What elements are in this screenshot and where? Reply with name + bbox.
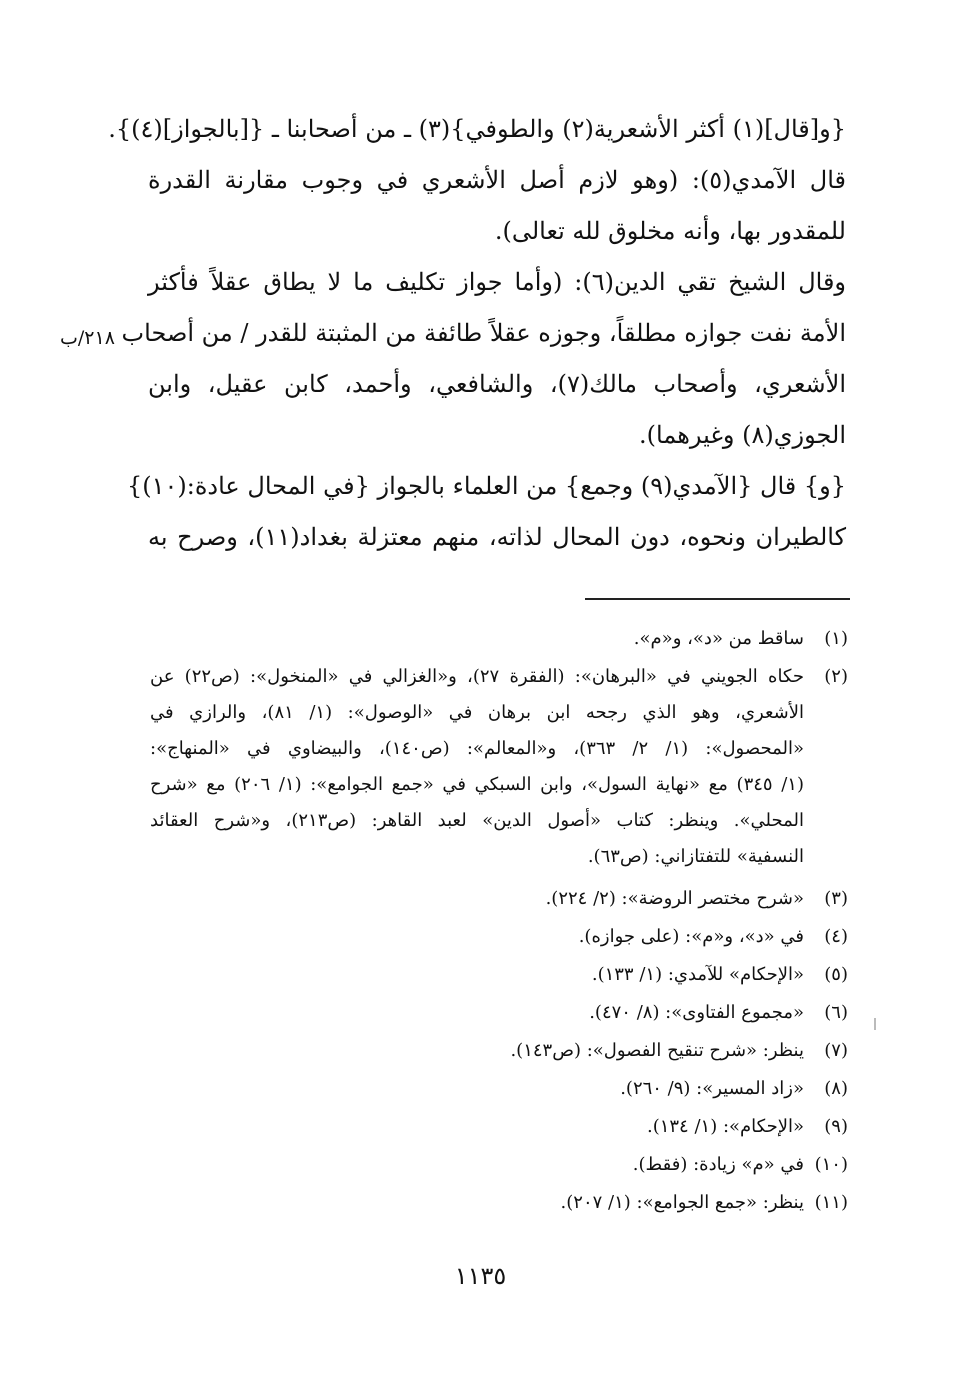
footnote-number: (٨) (824, 1078, 848, 1099)
scan-speck (874, 1018, 876, 1030)
footnote-separator (585, 598, 850, 600)
footnote-continuation: (١/ ٣٤٥) مع «نهاية السول»، وابن السبكي في «جمع الجوامع»: (١/ ٢٠٦) مع «شرح (150, 774, 804, 795)
text-line: {و} قال {الآمدي(٩) وجمع} من العلماء بالجواز {في المحال عادة:(١٠)} (126, 472, 846, 500)
footnote-text: «شرح مختصر الروضة»: (٢/ ٢٢٤). (545, 888, 804, 909)
text-line: الأمة نفت جوازه مطلقاً، وجوزه عقلاً طائفة من المثبتة للقدر / من أصحاب (121, 319, 846, 347)
text-line: الجوزي(٨) وغيرهما). (639, 421, 846, 449)
footnote-number: (١٠) (814, 1154, 848, 1175)
text-line: قال الآمدي(٥): (وهو لازم أصل الأشعري في وجوب مقارنة القدرة (148, 166, 846, 194)
footnote-number: (١١) (814, 1192, 848, 1213)
footnote (150, 660, 848, 694)
footnote-continuation: «المحصول»: (١/ ٢/ ٣٦٣)، و«المعالم»: (ص١٤٠)، والبيضاوي في «المنهاج»: (150, 738, 804, 759)
footnote-number: (٥) (824, 964, 848, 985)
footnote (150, 1072, 848, 1106)
footnote-text: «الإحكام»: (١/ ١٣٤). (646, 1116, 804, 1137)
text-line: الأشعري، وأصحاب مالك(٧)، والشافعي، وأحمد، كابن عقيل، وابن (148, 370, 846, 398)
footnote-text: في «م» زيادة: (فقط). (632, 1154, 804, 1175)
footnote-number: (٦) (824, 1002, 848, 1023)
footnote (150, 1110, 848, 1144)
footnote-continuation: المحلي». وينظر: كتاب «أصول الدين» لعبد القاهر: (ص٢١٣)، و«شرح العقائد (150, 810, 804, 831)
footnote-text: حكاه الجويني في «البرهان»: (الفقرة ٢٧)، و«الغزالي في «المنخول»: (ص٢٢) عن (150, 666, 804, 687)
footnote-text: «الإحكام» للآمدي: (١/ ١٣٣). (591, 964, 804, 985)
text-line: كالطيران ونحوه، دون المحال لذاته، منهم معتزلة بغداد(١١)، وصرح به (148, 523, 846, 551)
footnote-text: في «د»، و«م»: (على جوازه). (578, 926, 804, 947)
footnote (150, 1186, 848, 1220)
footnote-text: «مجموع الفتاوى»: (٨/ ٤٧٠). (589, 1002, 804, 1023)
text-line: وقال الشيخ تقي الدين(٦): (وأما جواز تكليف ما لا يطاق عقلاً فأكثر (148, 268, 847, 296)
footnote (150, 882, 848, 916)
footnote-continuation: الأشعري، وهو الذي رجحه ابن برهان في «الوصول»: (١/ ٨١)، والرازي في (150, 702, 804, 723)
footnote-number: (٣) (824, 888, 848, 909)
footnote (150, 622, 848, 656)
text-line: {و[قال](١) أكثر الأشعرية(٢) والطوفي}(٣) ـ من أصحابنا ـ {[بالجواز](٤)}. (108, 115, 846, 143)
text-line: للمقدور بها، وأنه مخلوق لله تعالى). (494, 217, 846, 245)
footnote-text: ساقط من «د»، و«م». (633, 628, 804, 649)
footnote (150, 1148, 848, 1182)
footnote-number: (٤) (824, 926, 848, 947)
margin-folio-note: ٢١٨/ب (60, 327, 115, 349)
footnote-number: (٢) (824, 666, 848, 687)
footnote-text: ينظر: «جمع الجوامع»: (١/ ٢٠٧). (560, 1192, 804, 1213)
footnote (150, 920, 848, 954)
footnote-number: (١) (824, 628, 848, 649)
footnote (150, 958, 848, 992)
page-number: ١١٣٥ (454, 1262, 507, 1290)
footnote-text: «زاد المسير»: (٩/ ٢٦٠). (620, 1078, 804, 1099)
footnote-text: ينظر: «شرح تنقيح الفصول»: (ص١٤٣). (510, 1040, 804, 1061)
footnote-number: (٧) (824, 1040, 848, 1061)
footnote (150, 996, 848, 1030)
footnote (150, 1034, 848, 1068)
footnote-continuation: النسفية» للتفتازاني: (ص٦٣). (587, 846, 804, 867)
footnote-number: (٩) (824, 1116, 848, 1137)
